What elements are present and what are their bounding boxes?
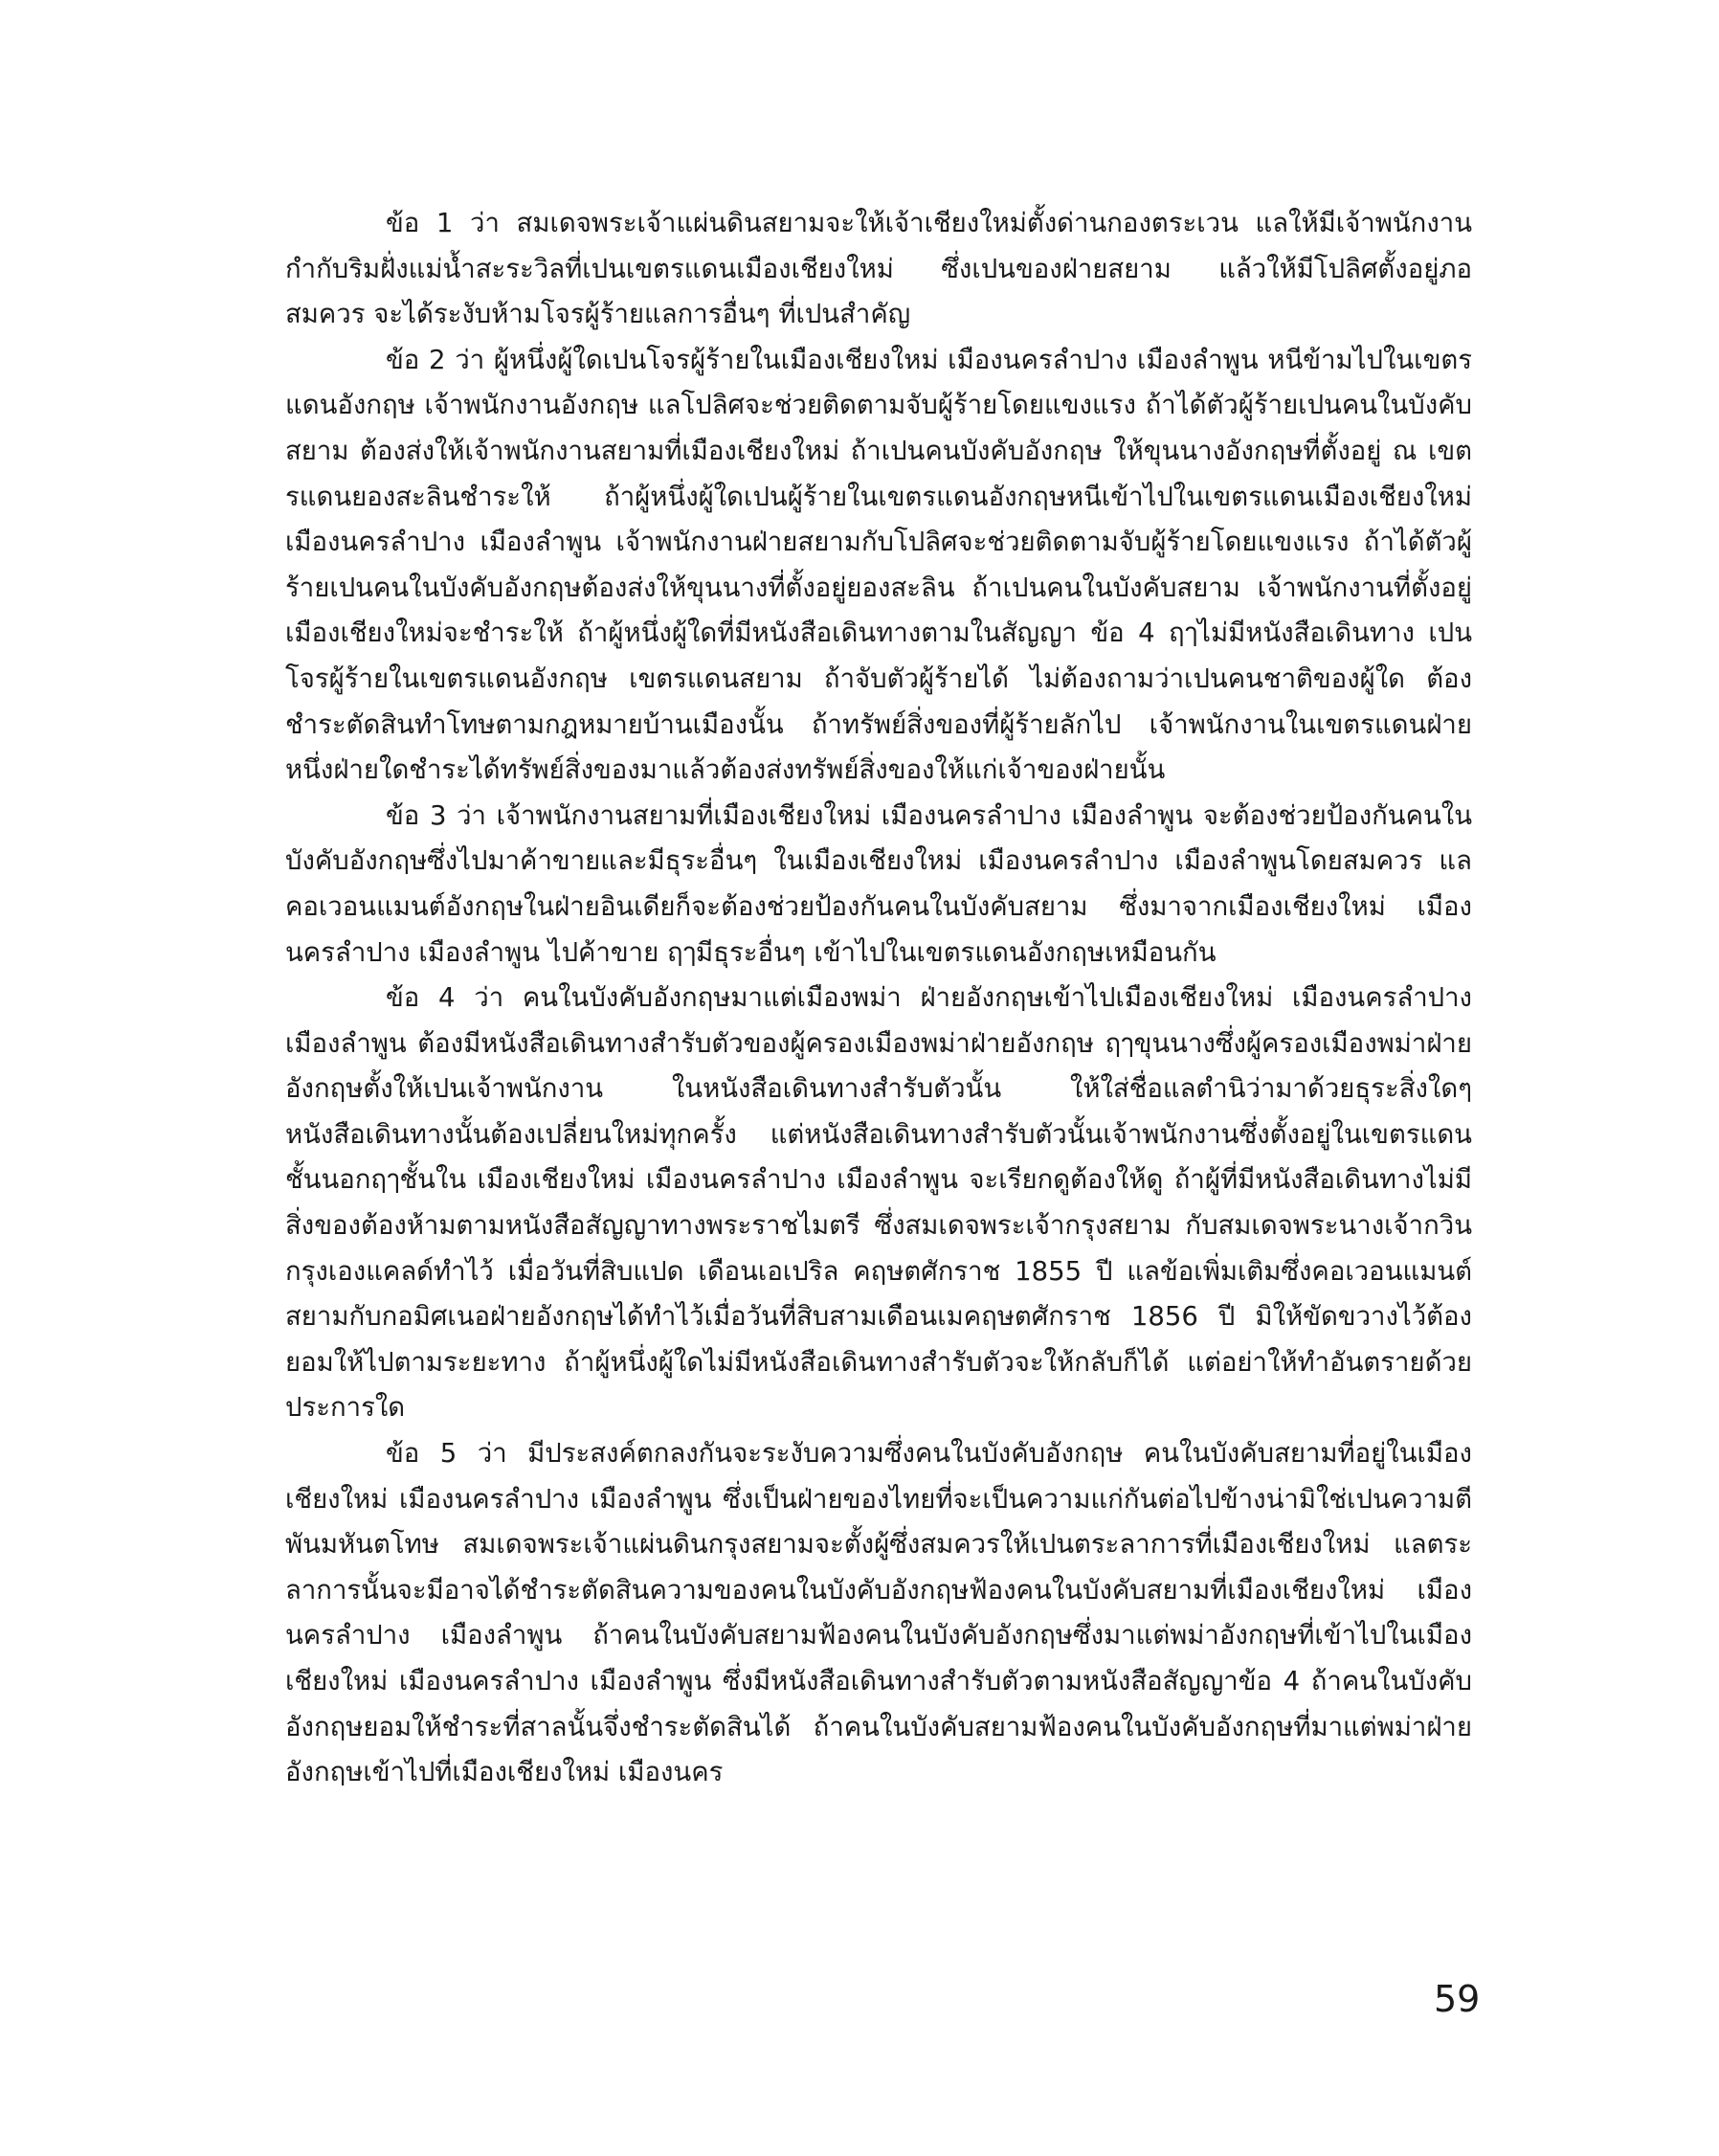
document-body	[285, 201, 1472, 1796]
article-3-paragraph: ข้อ 3 ว่า เจ้าพนักงานสยามที่เมืองเชียงใหม่ เมืองนครลำปาง เมืองลำพูน จะต้องช่วยป้องกันคนในบังคับอังกฤษซึ่งไปมาค้าขายและมีธุระอื่นๆ ในเมืองเชียงใหม่ เมืองนครลำปาง เมืองลำพูนโดยสมควร แลคอเวอนแมนต์อังกฤษในฝ่ายอินเดียก็จะต้องช่วยป้องกันคนในบังคับสยาม ซึ่งมาจากเมืองเชียงใหม่ เมืองนครลำปาง เมืองลำพูน ไปค้าขาย ฤๅมีธุระอื่นๆ เข้าไปในเขตรแดนอังกฤษเหมือนกัน	[285, 799, 1472, 968]
article-4-paragraph: ข้อ 4 ว่า คนในบังคับอังกฤษมาแต่เมืองพม่า ฝ่ายอังกฤษเข้าไปเมืองเชียงใหม่ เมืองนครลำปาง เมืองลำพูน ต้องมีหนังสือเดินทางสำรับตัวของผู้ครองเมืองพม่าฝ่ายอังกฤษ ฤๅขุนนางซึ่งผู้ครองเมืองพม่าฝ่ายอังกฤษตั้งให้เปนเจ้าพนักงาน ในหนังสือเดินทางสำรับตัวนั้น ให้ใส่ชื่อแลตำนิว่ามาด้วยธุระสิ่งใดๆ หนังสือเดินทางนั้นต้องเปลี่ยนใหม่ทุกครั้ง แต่หนังสือเดินทางสำรับตัวนั้นเจ้าพนักงานซึ่งตั้งอยู่ในเขตรแดนชั้นนอกฤๅชั้นใน เมืองเชียงใหม่ เมืองนครลำปาง เมืองลำพูน จะเรียกดูต้องให้ดู ถ้าผู้ที่มีหนังสือเดินทางไม่มีสิ่งของต้องห้ามตามหนังสือสัญญาทางพระราชไมตรี ซึ่งสมเดจพระเจ้ากรุงสยาม กับสมเดจพระนางเจ้ากวินกรุงเองแคลด์ทำไว้ เมื่อวันที่สิบแปด เดือนเอเปริล คฤษตศักราช 1855 ปี แลข้อเพิ่มเติมซึ่งคอเวอนแมนต์สยามกับกอมิศเนอฝ่ายอังกฤษได้ทำไว้เมื่อวันที่สิบสามเดือนเมคฤษตศักราช 1856 ปี มิให้ขัดขวางไว้ต้องยอมให้ไปตามระยะทาง ถ้าผู้หนึ่งผู้ใดไม่มีหนังสือเดินทางสำรับตัวจะให้กลับก็ได้ แต่อย่าให้ทำอันตรายด้วยประการใด	[285, 982, 1472, 1424]
article-1-paragraph: ข้อ 1 ว่า สมเดจพระเจ้าแผ่นดินสยามจะให้เจ้าเชียงใหม่ตั้งด่านกองตระเวน แลให้มีเจ้าพนักงานกำกับริมฝั่งแม่น้ำสะระวิลที่เปนเขตรแดนเมืองเชียงใหม่ ซึ่งเปนของฝ่ายสยาม แล้วให้มีโปลิศตั้งอยู่ภอสมควร จะได้ระงับห้ามโจรผู้ร้ายแลการอื่นๆ ที่เปนสำคัญ	[285, 208, 1472, 330]
article-5-paragraph: ข้อ 5 ว่า มีประสงค์ตกลงกันจะระงับความซึ่งคนในบังคับอังกฤษ คนในบังคับสยามที่อยู่ในเมืองเชียงใหม่ เมืองนครลำปาง เมืองลำพูน ซึ่งเป็นฝ่ายของไทยที่จะเป็นความแก่กันต่อไปข้างน่ามิใช่เปนความตีพันมหันตโทษ สมเดจพระเจ้าแผ่นดินกรุงสยามจะตั้งผู้ซึ่งสมควรให้เปนตระลาการที่เมืองเชียงใหม่ แลตระลาการนั้นจะมีอาจได้ชำระตัดสินความของคนในบังคับอังกฤษฟ้องคนในบังคับสยามที่เมืองเชียงใหม่ เมืองนครลำปาง เมืองลำพูน ถ้าคนในบังคับสยามฟ้องคนในบังคับอังกฤษซึ่งมาแต่พม่าอังกฤษที่เข้าไปในเมืองเชียงใหม่ เมืองนครลำปาง เมืองลำพูน ซึ่งมีหนังสือเดินทางสำรับตัวตามหนังสือสัญญาข้อ 4 ถ้าคนในบังคับอังกฤษยอมให้ชำระที่สาลนั้นจึ่งชำระตัดสินได้ ถ้าคนในบังคับสยามฟ้องคนในบังคับอังกฤษที่มาแต่พม่าฝ่ายอังกฤษเข้าไปที่เมืองเชียงใหม่ เมืองนคร	[285, 1438, 1472, 1788]
article-2-paragraph: ข้อ 2 ว่า ผู้หนึ่งผู้ใดเปนโจรผู้ร้ายในเมืองเชียงใหม่ เมืองนครลำปาง เมืองลำพูน หนีข้ามไปในเขตรแดนอังกฤษ เจ้าพนักงานอังกฤษ แลโปลิศจะช่วยติดตามจับผู้ร้ายโดยแขงแรง ถ้าได้ตัวผู้ร้ายเปนคนในบังคับสยาม ต้องส่งให้เจ้าพนักงานสยามที่เมืองเชียงใหม่ ถ้าเปนคนบังคับอังกฤษ ให้ขุนนางอังกฤษที่ตั้งอยู่ ณ เขตรแดนยองสะลินชำระให้ ถ้าผู้หนึ่งผู้ใดเปนผู้ร้ายในเขตรแดนอังกฤษหนีเข้าไปในเขตรแดนเมืองเชียงใหม่ เมืองนครลำปาง เมืองลำพูน เจ้าพนักงานฝ่ายสยามกับโปลิศจะช่วยติดตามจับผู้ร้ายโดยแขงแรง ถ้าได้ตัวผู้ร้ายเปนคนในบังคับอังกฤษต้องส่งให้ขุนนางที่ตั้งอยู่ยองสะลิน ถ้าเปนคนในบังคับสยาม เจ้าพนักงานที่ตั้งอยู่เมืองเชียงใหม่จะชำระให้ ถ้าผู้หนึ่งผู้ใดที่มีหนังสือเดินทางตามในสัญญา ข้อ 4 ฤๅไม่มีหนังสือเดินทาง เปนโจรผู้ร้ายในเขตรแดนอังกฤษ เขตรแดนสยาม ถ้าจับตัวผู้ร้ายได้ ไม่ต้องถามว่าเปนคนชาติของผู้ใด ต้องชำระตัดสินทำโทษตามกฎหมายบ้านเมืองนั้น ถ้าทรัพย์สิ่งของที่ผู้ร้ายลักไป เจ้าพนักงานในเขตรแดนฝ่ายหนึ่งฝ่ายใดชำระได้ทรัพย์สิ่งของมาแล้วต้องส่งทรัพย์สิ่งของให้แก่เจ้าของฝ่ายนั้น	[285, 344, 1472, 786]
page-number: 59	[1434, 1978, 1481, 2020]
